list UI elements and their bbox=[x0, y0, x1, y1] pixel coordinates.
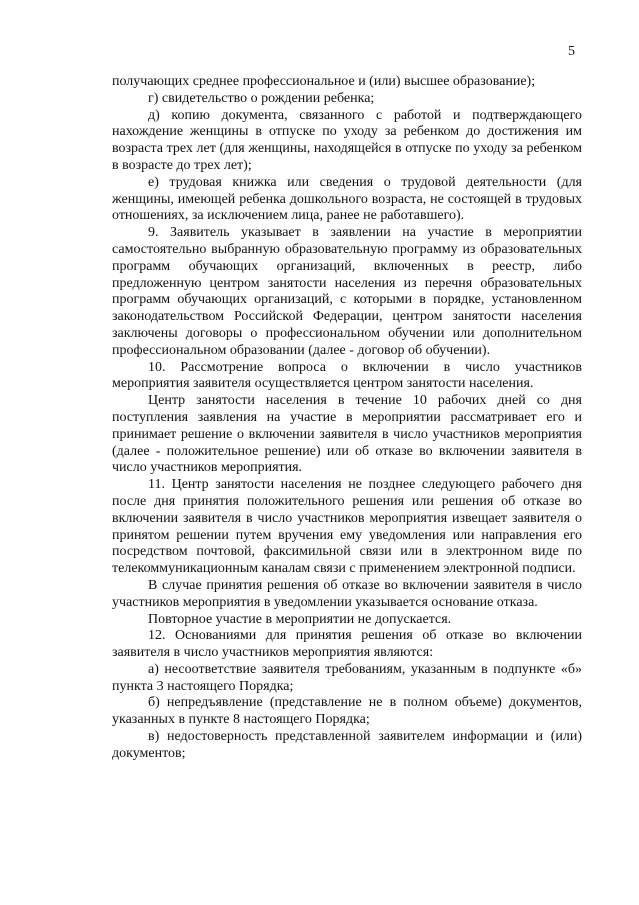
paragraph-clause-11: 11. Центр занятости населения не позднее следующего рабочего дня после дня принятия положительного решения или решения об отказе во включении заявителя в число участников мероприятия извещает заявителя о принятом решении путем вручения ему уведомления или направления его посредством почтовой, факсимильной связи или в электронном виде по телекоммуникационным каналам связи с применением электронной подписи. bbox=[112, 477, 582, 577]
paragraph-clause-9: 9. Заявитель указывает в заявлении на участие в мероприятии самостоятельно выбранную образовательную программу из образовательных программ обучающих организаций, включенных в реестр, либо предложенную центром занятости населения из перечня образовательных программ обучающих организаций, с которыми в порядке, установленном законодательством Российской Федерации, центром занятости населения заключены договоры о профессиональном обучении или дополнительном профессиональном образовании (далее - договор об обучении). bbox=[112, 225, 582, 358]
paragraph-employment-center: Центр занятости населения в течение 10 рабочих дней со дня поступления заявления на участие в мероприятии рассматривает его и принимает решение о включении заявителя в число участников мероприятия (далее - положительное решение) или об отказе во включении заявителя в число участников мероприятия. bbox=[112, 393, 582, 476]
paragraph-item-g: г) свидетельство о рождении ребенка; bbox=[148, 90, 375, 106]
paragraph-item-b: б) непредъявление (представление не в полном объеме) документов, указанных в пункте 8 настоящего Порядка; bbox=[112, 695, 582, 728]
paragraph-repeat-participation: Повторное участие в мероприятии не допускается. bbox=[148, 611, 452, 627]
paragraph-item-a: а) несоответствие заявителя требованиям, указанным в подпункте «б» пункта 3 настоящего Порядка; bbox=[112, 661, 582, 694]
paragraph-item-d: д) копию документа, связанного с работой и подтверждающего нахождение женщины в отпуске по уходу за ребенком до достижения им возраста трех лет (для женщины, находящейся в отпуске по уходу за ребенком в возрасте до трех лет); bbox=[112, 107, 582, 173]
paragraph-item-e: е) трудовая книжка или сведения о трудовой деятельности (для женщины, имеющей ребенка дошкольного возраста, не состоящей в трудовых отношениях, за исключением лица, ранее не работавшего). bbox=[112, 174, 582, 224]
paragraph-refusal-reason: В случае принятия решения об отказе во включении заявителя в число участников мероприятия в уведомлении указывается основание отказа. bbox=[112, 577, 582, 610]
paragraph-clause-10: 10. Рассмотрение вопроса о включении в число участников мероприятия заявителя осуществляется центром занятости населения. bbox=[112, 359, 582, 392]
document-body bbox=[112, 74, 582, 763]
page-number: 5 bbox=[568, 44, 575, 59]
paragraph-clause-12: 12. Основаниями для принятия решения об отказе во включении заявителя в число участников мероприятия являются: bbox=[112, 628, 582, 661]
paragraph-item-v: в) недостоверность представленной заявителем информации и (или) документов; bbox=[112, 729, 582, 761]
paragraph-continuation: получающих среднее профессиональное и (или) высшее образование); bbox=[112, 74, 536, 89]
